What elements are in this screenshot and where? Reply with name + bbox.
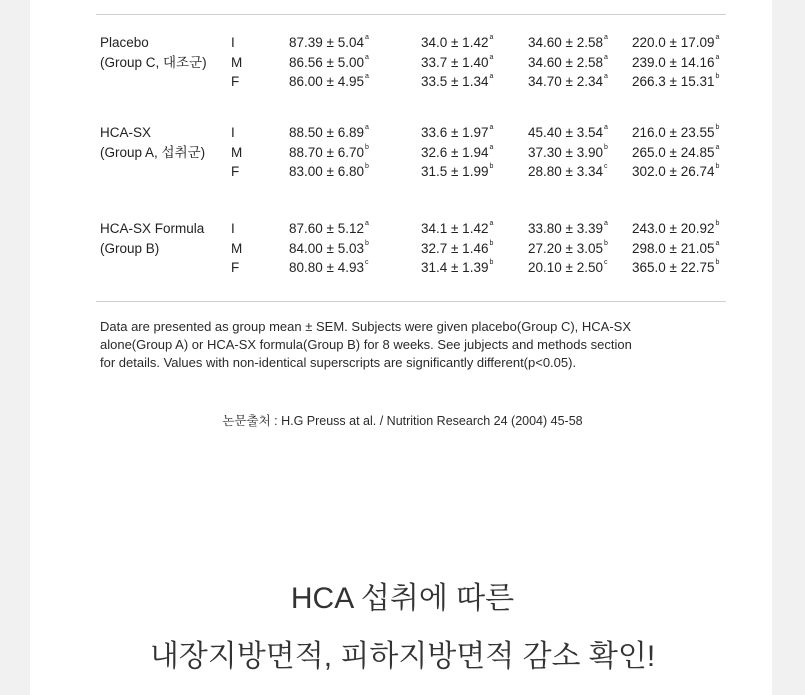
table-cell: 34.1 ± 1.42$^a$	[421, 220, 494, 236]
group-name-line: (Group A, 섭취군)	[100, 144, 206, 160]
table-cell: 33.80 ± 3.39$^a$	[528, 220, 608, 236]
group-name	[100, 123, 225, 162]
table-cell: 34.60 ± 2.58$^a$	[528, 53, 608, 70]
table-cell: 80.80 ± 4.93$^c$	[289, 259, 369, 275]
table-cell: 33.5 ± 1.34$^a$	[421, 73, 494, 89]
row-label: M	[231, 144, 243, 160]
row-label: I	[231, 35, 235, 50]
footnote-line: alone(Group A) or HCA-SX formula(Group B) for 8 weeks. See jubjects and methods section	[100, 337, 632, 352]
table-cell: 86.56 ± 5.00$^a$	[289, 53, 369, 70]
table-cell: 33.7 ± 1.40$^a$	[421, 53, 494, 70]
table-cell: 265.0 ± 24.85$^a$	[632, 143, 720, 160]
table-cell: 83.00 ± 6.80$^b$	[289, 163, 369, 179]
table-cell: 266.3 ± 15.31$^b$	[632, 73, 720, 89]
table-bottom-rule	[96, 301, 726, 302]
table-cell: 216.0 ± 23.55$^b$	[632, 124, 720, 140]
table-footnote	[100, 318, 710, 372]
group-name-line: HCA-SX	[100, 125, 152, 140]
table-cell: 31.5 ± 1.99$^b$	[421, 163, 494, 179]
table-top-rule	[96, 14, 726, 15]
table-cell: 28.80 ± 3.34$^c$	[528, 163, 608, 179]
table-cell: 32.6 ± 1.94$^a$	[421, 143, 494, 160]
table-cell: 27.20 ± 3.05$^b$	[528, 239, 608, 256]
group-name-line: Placebo	[100, 35, 149, 50]
group-name-line: (Group C, 대조군)	[100, 54, 207, 70]
group-name-line: HCA-SX Formula	[100, 221, 205, 236]
table-cell: 88.70 ± 6.70$^b$	[289, 143, 369, 160]
table-cell: 34.60 ± 2.58$^a$	[528, 34, 608, 50]
table-cell: 32.7 ± 1.46$^b$	[421, 239, 494, 256]
table-cell: 45.40 ± 3.54$^a$	[528, 124, 608, 140]
table-cell: 220.0 ± 17.09$^a$	[632, 34, 720, 50]
table-cell: 239.0 ± 14.16$^a$	[632, 53, 720, 70]
row-label: F	[231, 164, 240, 179]
headline-line-1: HCA 섭취에 따른	[290, 582, 515, 615]
table-cell: 87.60 ± 5.12$^a$	[289, 220, 369, 236]
table-cell: 31.4 ± 1.39$^b$	[421, 259, 494, 275]
headline-line-2: 내장지방면적, 피하지방면적 감소 확인!	[149, 640, 656, 673]
table-cell: 34.0 ± 1.42$^a$	[421, 34, 494, 50]
table-cell: 34.70 ± 2.34$^a$	[528, 73, 608, 89]
table-cell: 302.0 ± 26.74$^b$	[632, 163, 720, 179]
row-label: I	[231, 125, 235, 140]
table-cell: 87.39 ± 5.04$^a$	[289, 34, 369, 50]
group-name	[100, 33, 225, 72]
table-cell: 20.10 ± 2.50$^c$	[528, 259, 608, 275]
footnote-line: for details. Values with non-identical superscripts are significantly different(p<0.05).	[100, 355, 577, 370]
table-cell: 298.0 ± 21.05$^a$	[632, 239, 720, 256]
footnote-line: Data are presented as group mean ± SEM. Subjects were given placebo(Group C), HCA-SX	[100, 319, 632, 334]
row-label: M	[231, 240, 243, 256]
table-cell: 88.50 ± 6.89$^a$	[289, 124, 369, 140]
table-cell: 365.0 ± 22.75$^b$	[632, 259, 720, 275]
group-name	[100, 219, 225, 258]
row-label: I	[231, 221, 235, 236]
row-label: M	[231, 54, 243, 70]
table-cell: 37.30 ± 3.90$^b$	[528, 143, 608, 160]
table-cell: 33.6 ± 1.97$^a$	[421, 124, 494, 140]
table-cell: 84.00 ± 5.03$^b$	[289, 239, 369, 256]
table-cell: 86.00 ± 4.95$^a$	[289, 73, 369, 89]
table-cell: 243.0 ± 20.92$^b$	[632, 220, 720, 236]
row-label: F	[231, 260, 240, 275]
row-label: F	[231, 74, 240, 89]
group-name-line: (Group B)	[100, 240, 160, 256]
source-citation: 논문출처 : H.G Preuss at al. / Nutrition Research 24 (2004) 45-58	[222, 414, 583, 428]
